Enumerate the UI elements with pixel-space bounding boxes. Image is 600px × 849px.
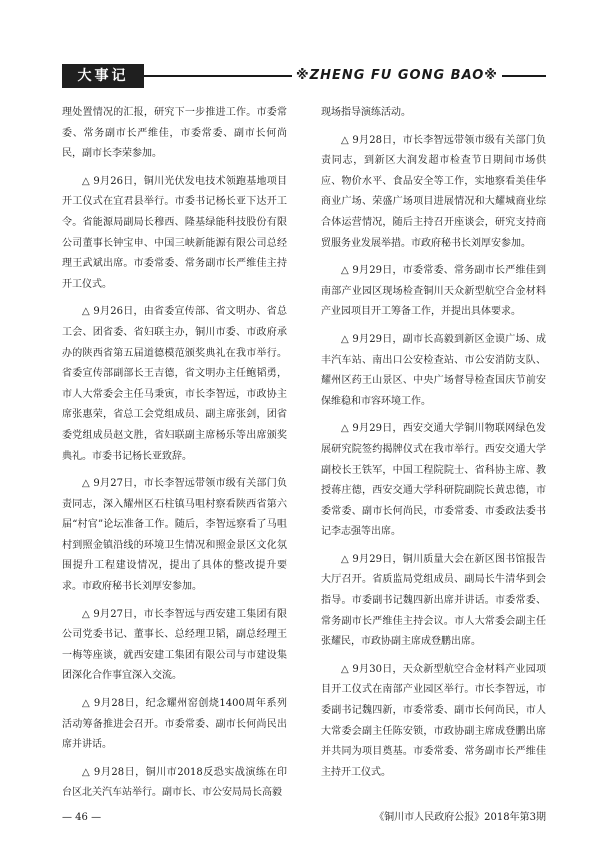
right-column [321,103,546,790]
page-header [62,64,546,88]
paragraph: △ 9月26日，铜川光伏发电技术领跑基地项目开工仪式在宜君县举行。市委书记杨长亚下达开工令。省能源局副局长穆西、隆基绿能科技股份有限公司董事长钟宝申、中国三峡新能源有限公司总经理王武斌出席。市委常委、常务副市长严维佳主持开工仪式。 [62,175,287,290]
paragraph: △ 9月28日，市长李智远带领市级有关部门负责同志，到新区大润发超市检查节日期间市场供应、物价水平、食品安全等工作，实地察看美佳华商业广场、荣盛广场项目进展情况和大耀城商业综合体运营情况，随后主持召开座谈会，研究支持商贸服务业发展举措。市政府秘书长刘厚安参加。 [321,134,546,249]
journal-issue: 《铜川市人民政府公报》2018年第3期 [374,812,546,823]
paragraph: △ 9月29日，铜川质量大会在新区图书馆报告大厅召开。省质监局党组成员、副局长牛清华到会指导。市委副书记魏四新出席并讲话。市委常委、常务副市长严维佳主持会议。市人大常委会副主任张耀民，市政协副主席成登鹏出席。 [321,553,546,648]
paragraph: 理处置情况的汇报，研究下一步推进工作。市委常委、常务副市长严维佳，市委常委、副市长何尚民，副市长李荣参加。 [62,107,287,160]
section-tab: 大事记 [62,64,144,88]
paragraph: 现场指导演练活动。 [321,107,411,118]
left-column [62,103,287,811]
paragraph: △ 9月29日，副市长高毅到新区金谟广场、成丰汽车站、南出口公安检查站、市公安消防支队、耀州区药王山景区、中央广场督导检查国庆节前安保维稳和市容环境工作。 [321,333,546,407]
paragraph: △ 9月27日，市长李智远带领市级有关部门负责同志，深入耀州区石柱镇马咀村察看陕西省第六届“村官”论坛准备工作。随后，李智远察看了马咀村到照金镇沿线的环境卫生情况和照金景区文化氛围提升工程建设情况，提出了具体的整改提升要求。市政府秘书长刘厚安参加。 [62,478,287,593]
paragraph: △ 9月26日，由省委宣传部、省文明办、省总工会、团省委、省妇联主办，铜川市委、市政府承办的陕西省第五届道德模范颁奖典礼在我市举行。省委宣传部副部长王吉德，省文明办主任鲍韬勇，市人大常委会主任马秉寅，市长李智远，市政协主席张惠荣，省总工会党组成员、副主席张剑，团省委党组成员赵文胜，省妇联副主席杨乐等出席颁奖典礼。市委书记杨长亚致辞。 [62,306,287,462]
page-footer [62,808,546,828]
paragraph: △ 9月29日，市委常委、常务副市长严维佳到南部产业园区现场检查铜川天众新型航空合金材料产业园项目开工筹备工作，并提出具体要求。 [321,265,546,318]
paragraph: △ 9月30日，天众新型航空合金材料产业园项目开工仪式在南部产业园区举行。市长李智远，市委副书记魏四新，市委常委、副市长何尚民，市人大常委会副主任陈安锁，市政协副主席成登鹏出席并共同为项目奠基。市委常委、常务副市长严维佳主持开工仪式。 [321,663,546,778]
paragraph: △ 9月29日，西安交通大学铜川物联网绿色发展研究院签约揭牌仪式在我市举行。西安交通大学副校长王铁军，中国工程院院士、省科协主席、教授蒋庄德，西安交通大学科研院副院长黄忠德，市委常委、副市长何尚民，市委常委、市委政法委书记李志强等出席。 [321,423,546,538]
paragraph: △ 9月28日，铜川市2018反恐实战演练在印台区北关汽车站举行。副市长、市公安局局长高毅 [62,766,287,799]
paragraph: △ 9月27日，市长李智远与西安建工集团有限公司党委书记、董事长、总经理卫韬，副总经理王一梅等座谈，就西安建工集团有限公司与市建设集团深化合作事宜深入交流。 [62,608,287,682]
article-body [62,103,546,799]
page-number: — 46 — [62,812,102,823]
paragraph: △ 9月28日，纪念耀州窑创烧1400周年系列活动筹备推进会召开。市委常委、副市长何尚民出席并讲话。 [62,698,287,751]
publication-title: ※ZHENG FU GONG BAO※ [292,65,502,87]
